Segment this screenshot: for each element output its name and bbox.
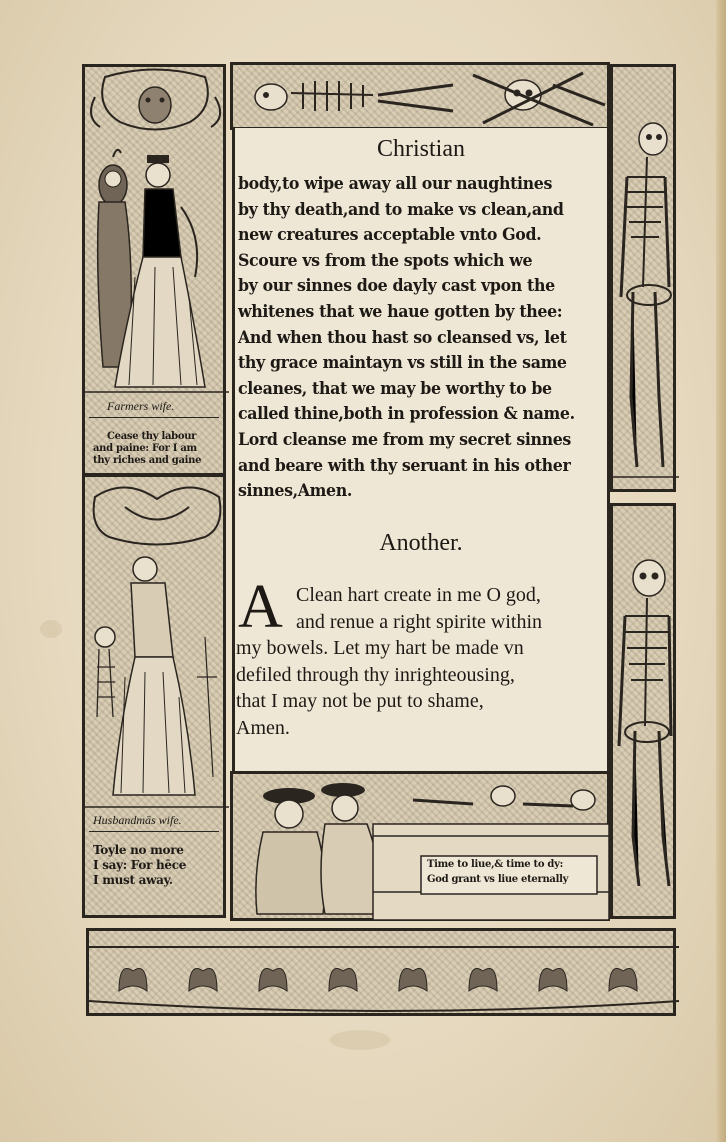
text-line: by thy death,and to make vs clean,and bbox=[238, 199, 564, 220]
caption-rule bbox=[89, 831, 219, 832]
standing-skeleton-illustration bbox=[613, 506, 679, 922]
foxing-spot bbox=[330, 1030, 390, 1050]
prayer-heading: Another. bbox=[379, 530, 463, 556]
text-line: called thine,both in profession & name. bbox=[238, 404, 575, 425]
farmers-wife-speech-1: Cease thy labour bbox=[107, 431, 197, 442]
text-line: Clean hart create in me O god, bbox=[296, 584, 541, 606]
blackletter-text-block bbox=[238, 172, 606, 505]
woodcut-husbandmans-wife bbox=[82, 474, 226, 918]
standing-skeleton-illustration bbox=[613, 67, 679, 495]
drop-cap: A bbox=[238, 573, 283, 641]
couple-with-death-illustration bbox=[233, 774, 613, 924]
page-edge bbox=[716, 0, 726, 1142]
husbandmans-wife-speech-2: I say: For hēce bbox=[93, 858, 187, 872]
text-line: Amen. bbox=[236, 716, 290, 739]
text-line: whitenes that we haue gotten by thee: bbox=[238, 301, 563, 322]
text-line: Scoure vs from the spots which we bbox=[238, 250, 533, 271]
text-line: body,to wipe away all our naughtines bbox=[238, 174, 553, 194]
fleur-de-lis-ornament bbox=[89, 931, 679, 1019]
text-line: my bowels. Let my hart be made vn bbox=[236, 637, 524, 659]
caption-rule bbox=[89, 417, 219, 418]
text-line: cleanes, that we may be worthy to be bbox=[238, 378, 552, 399]
fleur-de-lis-border bbox=[86, 928, 676, 1016]
running-head: Christian bbox=[377, 136, 465, 162]
woodcut-bottom-couple bbox=[230, 771, 610, 921]
text-line: that I may not be put to shame, bbox=[236, 690, 484, 712]
prayer-text-block bbox=[236, 582, 604, 741]
text-line: and renue a right spirite within bbox=[296, 610, 543, 633]
text-line: Lord cleanse me from my secret sinnes bbox=[238, 429, 571, 450]
woodcut-right-skeleton-bottom bbox=[610, 503, 676, 919]
text-line: thy grace maintayn vs still in the same bbox=[238, 353, 567, 374]
scroll-text-1: Time to liue,& time to dy: bbox=[427, 859, 563, 870]
text-line: and beare with thy seruant in his other bbox=[238, 455, 571, 476]
text-line: new creatures acceptable vnto God. bbox=[238, 225, 542, 246]
woodcut-right-skeleton-top bbox=[610, 64, 676, 492]
husbandmans-wife-caption: Husbandmās wife. bbox=[93, 813, 182, 827]
scroll-text-2: God grant vs liue eternally bbox=[427, 874, 569, 885]
text-line: defiled through thy inrighteousing, bbox=[236, 663, 515, 686]
foxing-spot bbox=[40, 620, 62, 638]
woodcut-top-skeleton bbox=[230, 62, 610, 130]
text-line: sinnes,Amen. bbox=[238, 481, 352, 502]
husbandmans-wife-speech-3: I must away. bbox=[93, 873, 173, 887]
text-line: by our sinnes doe dayly cast vpon the bbox=[238, 276, 555, 297]
reclining-skeleton-illustration bbox=[233, 65, 613, 133]
farmers-wife-speech-3: thy riches and gaine bbox=[93, 455, 202, 466]
farmers-wife-speech-2: and paine: For I am bbox=[93, 443, 197, 454]
husbandmans-wife-speech-1: Toyle no more bbox=[93, 843, 184, 857]
woodcut-farmers-wife bbox=[82, 64, 226, 476]
farmers-wife-caption: Farmers wife. bbox=[107, 399, 175, 413]
text-line: And when thou hast so cleansed vs, let bbox=[238, 327, 567, 348]
